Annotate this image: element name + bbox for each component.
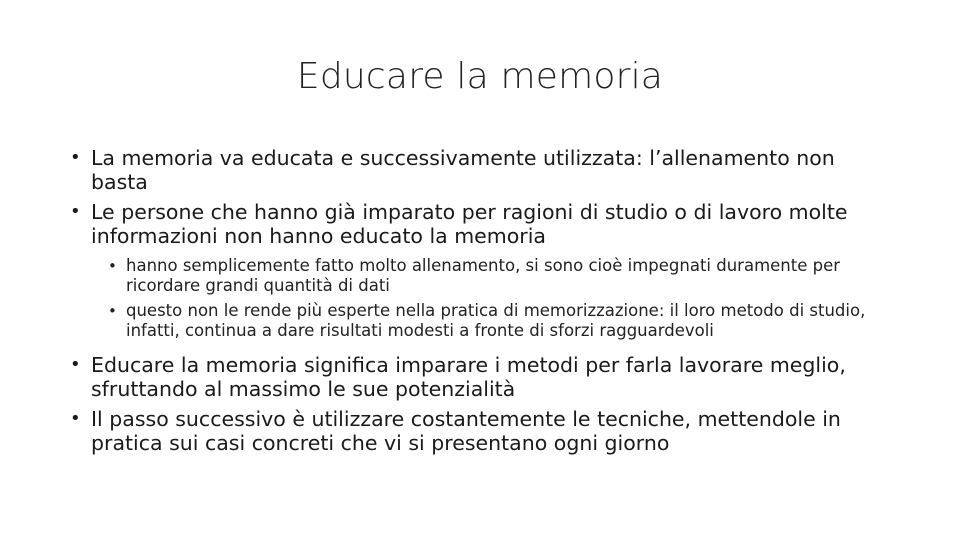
bullet-item: • Educare la memoria significa imparare i metodi per farla lavorare meglio, sfruttando al massimo le sue potenzialità [70, 353, 890, 401]
bullet-item: • La memoria va educata e successivamente utilizzata: l’allenamento non basta [70, 146, 890, 194]
slide-title: Educare la memoria [296, 56, 664, 97]
sub-bullet-list [108, 256, 890, 341]
bullet-item: • Le persone che hanno già imparato per ragioni di studio o di lavoro molte informazioni non hanno educato la memoria [70, 200, 890, 248]
sub-bullet-item: • questo non le rende più esperte nella pratica di memorizzazione: il loro metodo di studio, infatti, continua a dare risultati modesti a fronte di sforzi ragguardevoli [108, 301, 890, 341]
slide-body [70, 146, 890, 461]
bullet-item: • Il passo successivo è utilizzare costantemente le tecniche, mettendole in pratica sui casi concreti che vi si presentano ogni giorno [70, 407, 890, 455]
sub-bullet-item: • hanno semplicemente fatto molto allenamento, si sono cioè impegnati duramente per ricordare grandi quantità di dati [108, 256, 890, 296]
